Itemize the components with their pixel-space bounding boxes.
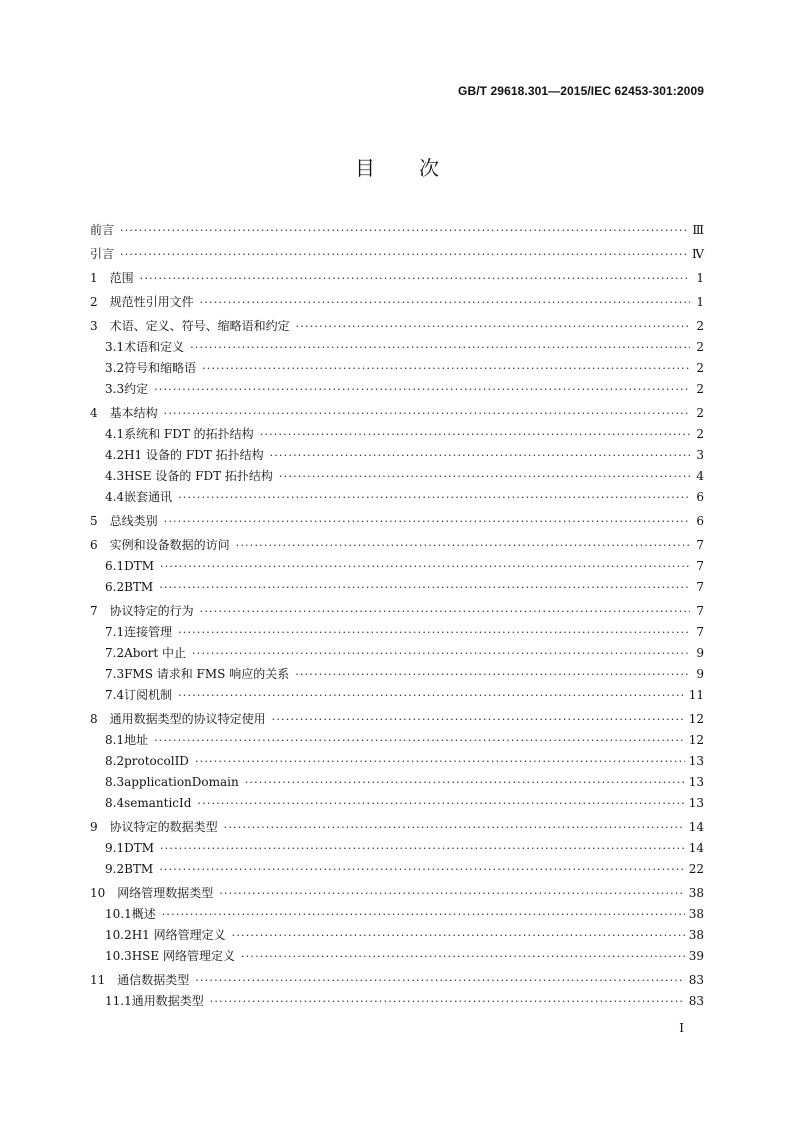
toc-entry[interactable] bbox=[90, 838, 704, 859]
dot-leader bbox=[200, 601, 690, 622]
toc-entry-page: 22 bbox=[688, 862, 704, 876]
toc-entry[interactable] bbox=[90, 970, 704, 991]
toc-entry-page: 14 bbox=[688, 841, 704, 855]
toc-entry-number: 8.1 bbox=[105, 733, 125, 747]
dot-leader bbox=[140, 268, 690, 289]
dot-leader bbox=[197, 793, 684, 814]
toc-entry[interactable] bbox=[90, 709, 704, 730]
dot-leader bbox=[260, 424, 690, 445]
toc-entry-page: 2 bbox=[696, 340, 704, 354]
toc-entry[interactable] bbox=[90, 511, 704, 532]
toc-entry-label: 基本结构 bbox=[109, 406, 158, 420]
toc-entry[interactable] bbox=[90, 859, 704, 880]
toc-entry[interactable] bbox=[90, 772, 704, 793]
toc-entry-number: 3 bbox=[90, 319, 98, 333]
dot-leader bbox=[154, 379, 690, 400]
toc-entry-label: Abort 中止 bbox=[124, 646, 187, 660]
toc-entry-label: 协议特定的行为 bbox=[109, 604, 194, 618]
toc-entry-label: HSE 网络管理定义 bbox=[131, 949, 235, 963]
dot-leader bbox=[160, 838, 685, 859]
dot-leader bbox=[178, 685, 685, 706]
toc-entry-number: 8.4 bbox=[105, 796, 125, 810]
toc-entry[interactable] bbox=[90, 268, 704, 289]
toc-entry-number: 8 bbox=[90, 712, 98, 726]
toc-entry-label: 术语和定义 bbox=[124, 340, 185, 354]
standard-code: GB/T 29618.301—2015/IEC 62453-301:2009 bbox=[458, 84, 704, 98]
toc-entry-label: 网络管理数据类型 bbox=[117, 886, 214, 900]
toc-entry-page: Ⅳ bbox=[692, 247, 704, 261]
dot-leader bbox=[178, 622, 690, 643]
toc-entry-page: 2 bbox=[696, 406, 704, 420]
toc-entry-label: 符号和缩略语 bbox=[124, 361, 197, 375]
toc-entry-page: 1 bbox=[696, 295, 704, 309]
toc-entry[interactable] bbox=[90, 664, 704, 685]
toc-entry-number: 10.2 bbox=[105, 928, 132, 942]
toc-entry-number: 2 bbox=[90, 295, 98, 309]
toc-entry-label: 订阅机制 bbox=[124, 688, 173, 702]
dot-leader bbox=[245, 772, 685, 793]
toc-entry-label: 术语、定义、符号、缩略语和约定 bbox=[109, 319, 290, 333]
toc-entry[interactable] bbox=[90, 466, 704, 487]
toc-entry-page: 2 bbox=[696, 319, 704, 333]
dot-leader bbox=[270, 445, 690, 466]
toc-entry-label: FMS 请求和 FMS 响应的关系 bbox=[124, 667, 290, 681]
toc-entry-number: 8.3 bbox=[105, 775, 125, 789]
toc-entry[interactable] bbox=[90, 379, 704, 400]
toc-entry-number: 6 bbox=[90, 538, 98, 552]
toc-entry-number: 5 bbox=[90, 514, 98, 528]
toc-entry-page: 7 bbox=[696, 604, 704, 618]
page-folio: I bbox=[679, 1021, 684, 1035]
dot-leader bbox=[120, 220, 688, 241]
toc-entry-number: 10 bbox=[90, 886, 106, 900]
toc-entry-page: 3 bbox=[696, 448, 704, 462]
toc-entry[interactable] bbox=[90, 535, 704, 556]
toc-entry-page: 2 bbox=[696, 427, 704, 441]
toc-entry-label: 通用数据类型的协议特定使用 bbox=[109, 712, 266, 726]
toc-entry[interactable] bbox=[90, 244, 704, 265]
toc-entry-label: HSE 设备的 FDT 拓扑结构 bbox=[124, 469, 273, 483]
toc-entry[interactable] bbox=[90, 622, 704, 643]
toc-entry-page: 1 bbox=[696, 271, 704, 285]
dot-leader bbox=[162, 904, 685, 925]
toc-entry-number: 7 bbox=[90, 604, 98, 618]
toc-entry-page: 13 bbox=[688, 754, 704, 768]
toc-entry[interactable] bbox=[90, 292, 704, 313]
toc-entry-number: 7.2 bbox=[105, 646, 125, 660]
toc-entry-label: 系统和 FDT 的拓扑结构 bbox=[124, 427, 254, 441]
toc-entry-label: H1 网络管理定义 bbox=[131, 928, 226, 942]
toc-entry[interactable] bbox=[90, 445, 704, 466]
toc-entry-number: 7.3 bbox=[105, 667, 125, 681]
toc-entry-label: 通用数据类型 bbox=[131, 994, 204, 1008]
toc-entry-label: H1 设备的 FDT 拓扑结构 bbox=[124, 448, 264, 462]
toc-entry[interactable] bbox=[90, 685, 704, 706]
toc-entry-number: 3.3 bbox=[105, 382, 125, 396]
toc-entry[interactable] bbox=[90, 316, 704, 337]
toc-entry-page: 7 bbox=[696, 559, 704, 573]
dot-leader bbox=[295, 664, 690, 685]
toc-entry-page: 7 bbox=[696, 580, 704, 594]
toc-entry-page: 11 bbox=[688, 688, 704, 702]
toc-entry-label: BTM bbox=[124, 580, 154, 594]
toc-entry-label: 范围 bbox=[109, 271, 134, 285]
toc-entry-page: 9 bbox=[696, 646, 704, 660]
toc-entry-number: 11 bbox=[90, 973, 106, 987]
toc-entry-label: 引言 bbox=[90, 247, 115, 261]
toc-entry[interactable] bbox=[90, 946, 704, 967]
toc-entry-page: 38 bbox=[688, 886, 704, 900]
toc-entry-page: 2 bbox=[696, 361, 704, 375]
toc-entry-label: 概述 bbox=[131, 907, 156, 921]
toc-entry-number: 11.1 bbox=[105, 994, 132, 1008]
toc-entry[interactable] bbox=[90, 601, 704, 622]
toc-entry-number: 10.3 bbox=[105, 949, 132, 963]
toc-entry-number: 4.2 bbox=[105, 448, 125, 462]
toc-entry[interactable] bbox=[90, 793, 704, 814]
toc-entry[interactable] bbox=[90, 883, 704, 904]
toc-entry[interactable] bbox=[90, 337, 704, 358]
dot-leader bbox=[202, 358, 690, 379]
toc-entry-label: 通信数据类型 bbox=[117, 973, 190, 987]
toc-entry-label: 实例和设备数据的访问 bbox=[109, 538, 230, 552]
dot-leader bbox=[200, 292, 690, 313]
dot-leader bbox=[190, 337, 690, 358]
toc-entry[interactable] bbox=[90, 991, 704, 1012]
toc-entry-label: BTM bbox=[124, 862, 154, 876]
toc-entry[interactable] bbox=[90, 904, 704, 925]
toc-entry-number: 4.3 bbox=[105, 469, 125, 483]
page-title: 目次 bbox=[355, 156, 483, 180]
dot-leader bbox=[164, 403, 690, 424]
toc-entry-label: 连接管理 bbox=[124, 625, 173, 639]
toc-entry[interactable] bbox=[90, 751, 704, 772]
toc-entry-page: 13 bbox=[688, 775, 704, 789]
toc-entry-label: protocolID bbox=[124, 754, 189, 768]
toc-entry-number: 3.2 bbox=[105, 361, 125, 375]
dot-leader bbox=[160, 556, 690, 577]
dot-leader bbox=[164, 511, 690, 532]
toc-entry-page: 7 bbox=[696, 625, 704, 639]
toc-entry-page: 2 bbox=[696, 382, 704, 396]
toc-entry-page: 39 bbox=[688, 949, 704, 963]
toc-entry-page: 12 bbox=[688, 712, 704, 726]
dot-leader bbox=[192, 643, 690, 664]
dot-leader bbox=[279, 466, 690, 487]
toc-entry-number: 9.1 bbox=[105, 841, 125, 855]
table-of-contents bbox=[90, 220, 704, 1012]
toc-entry[interactable] bbox=[90, 358, 704, 379]
toc-entry-page: 14 bbox=[688, 820, 704, 834]
dot-leader bbox=[272, 709, 685, 730]
toc-entry[interactable] bbox=[90, 487, 704, 508]
toc-entry[interactable] bbox=[90, 817, 704, 838]
dot-leader bbox=[195, 751, 685, 772]
toc-entry-number: 7.1 bbox=[105, 625, 125, 639]
toc-entry-page: 6 bbox=[696, 490, 704, 504]
toc-entry-label: 总线类别 bbox=[109, 514, 158, 528]
dot-leader bbox=[219, 883, 684, 904]
toc-entry-number: 6.2 bbox=[105, 580, 125, 594]
dot-leader bbox=[120, 244, 688, 265]
toc-entry-number: 8.2 bbox=[105, 754, 125, 768]
toc-entry-number: 4.1 bbox=[105, 427, 125, 441]
dot-leader bbox=[159, 859, 685, 880]
dot-leader bbox=[241, 946, 685, 967]
dot-leader bbox=[178, 487, 690, 508]
toc-entry-page: 9 bbox=[696, 667, 704, 681]
toc-entry-number: 1 bbox=[90, 271, 98, 285]
toc-entry-number: 4 bbox=[90, 406, 98, 420]
toc-entry-label: 约定 bbox=[124, 382, 149, 396]
dot-leader bbox=[236, 535, 690, 556]
toc-entry-page: 38 bbox=[688, 907, 704, 921]
dot-leader bbox=[195, 970, 684, 991]
toc-entry[interactable] bbox=[90, 730, 704, 751]
toc-entry-label: 规范性引用文件 bbox=[109, 295, 194, 309]
toc-entry-label: DTM bbox=[124, 559, 155, 573]
toc-entry-number: 7.4 bbox=[105, 688, 125, 702]
toc-entry-number: 9.2 bbox=[105, 862, 125, 876]
toc-entry-page: 83 bbox=[688, 973, 704, 987]
toc-entry-number: 3.1 bbox=[105, 340, 125, 354]
toc-entry-page: 4 bbox=[696, 469, 704, 483]
toc-entry[interactable] bbox=[90, 643, 704, 664]
dot-leader bbox=[224, 817, 685, 838]
dot-leader bbox=[296, 316, 690, 337]
toc-entry[interactable] bbox=[90, 220, 704, 241]
toc-entry-number: 4.4 bbox=[105, 490, 125, 504]
toc-entry-page: Ⅲ bbox=[692, 223, 704, 237]
dot-leader bbox=[232, 925, 685, 946]
toc-entry-page: 13 bbox=[688, 796, 704, 810]
toc-entry-label: semanticId bbox=[124, 796, 192, 810]
toc-entry-number: 10.1 bbox=[105, 907, 132, 921]
toc-entry-page: 83 bbox=[688, 994, 704, 1008]
toc-entry[interactable] bbox=[90, 577, 704, 598]
toc-entry-page: 38 bbox=[688, 928, 704, 942]
toc-entry[interactable] bbox=[90, 424, 704, 445]
toc-entry-label: 嵌套通讯 bbox=[124, 490, 173, 504]
toc-entry-number: 6.1 bbox=[105, 559, 125, 573]
toc-entry-label: 前言 bbox=[90, 223, 115, 237]
dot-leader bbox=[210, 991, 685, 1012]
toc-entry-label: 协议特定的数据类型 bbox=[109, 820, 218, 834]
toc-entry[interactable] bbox=[90, 556, 704, 577]
toc-entry-number: 9 bbox=[90, 820, 98, 834]
dot-leader bbox=[154, 730, 685, 751]
toc-entry-label: DTM bbox=[124, 841, 155, 855]
toc-entry-label: applicationDomain bbox=[124, 775, 239, 789]
dot-leader bbox=[159, 577, 690, 598]
toc-entry[interactable] bbox=[90, 925, 704, 946]
toc-entry-label: 地址 bbox=[124, 733, 149, 747]
toc-entry[interactable] bbox=[90, 403, 704, 424]
toc-entry-page: 7 bbox=[696, 538, 704, 552]
toc-entry-page: 12 bbox=[688, 733, 704, 747]
toc-entry-page: 6 bbox=[696, 514, 704, 528]
